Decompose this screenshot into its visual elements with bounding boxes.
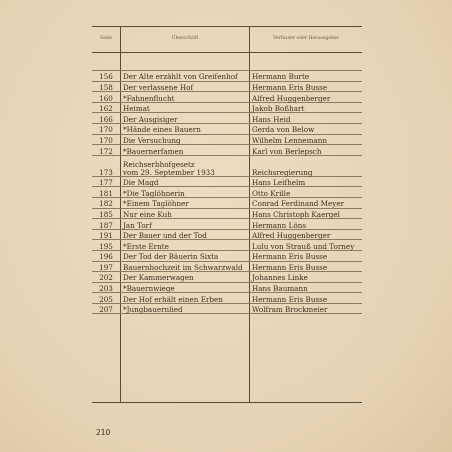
row-title-text: *Die Taglöhnerin [123,188,185,198]
header-author: Verfasser oder Herausgeber [250,27,363,53]
row-page: 182 [92,197,121,208]
table-row [92,92,362,103]
row-title-text: *Fahnenflucht [123,93,175,103]
row-title [121,155,250,176]
row-title-text: *Einem Taglöhner [123,199,189,209]
row-author: Wilhelm Lennemann [250,134,363,145]
header-page: Seite [92,27,121,53]
row-title [121,134,250,145]
row-page: 177 [92,176,121,187]
row-title-text: Jan Torf [123,220,152,230]
row-author: Reichsregierung [250,155,363,176]
row-title [121,71,250,82]
table-row [92,261,362,272]
row-page: 205 [92,293,121,304]
row-title-text: Reichserbhofgesetz [123,160,195,170]
row-page: 170 [92,123,121,134]
row-title [121,303,250,314]
row-title-text: *Bauernwiege [123,284,175,294]
row-title [121,81,250,92]
table-row [92,102,362,113]
row-title [121,229,250,240]
row-title [121,272,250,283]
row-page: 173 [92,155,121,176]
table-spacer-row [92,53,362,71]
row-title [121,113,250,124]
row-author: Johannes Linke [250,272,363,283]
row-title-text: *Hände eines Bauern [123,125,201,135]
table-row [92,81,362,92]
row-page: 181 [92,187,121,198]
row-title-text: Der Hof erhält einen Erben [123,294,223,304]
row-author: Alfred Huggenberger [250,229,363,240]
table-row [92,240,362,251]
table-header-row [92,27,362,53]
row-title [121,282,250,293]
row-title-text: Der Bauer und der Tod [123,231,207,241]
row-page: 202 [92,272,121,283]
row-author: Hans Christoph Kaergel [250,208,363,219]
row-title-text: *Bauernerfamen [123,146,184,156]
row-author: Hermann Eris Busse [250,261,363,272]
row-author: Hermann Eris Busse [250,250,363,261]
row-author: Otto Krille [250,187,363,198]
row-page: 203 [92,282,121,293]
table-row [92,250,362,261]
row-title-text: Die Magd [123,178,159,188]
table-row [92,113,362,124]
row-author: Gerda von Below [250,123,363,134]
table-row [92,282,362,293]
row-title [121,123,250,134]
table-row [92,187,362,198]
row-title-text: Heimat [123,104,150,114]
row-author: Hermann Eris Busse [250,81,363,92]
row-title-text: *Jungbauernlied [123,305,183,315]
row-title [121,250,250,261]
row-page: 166 [92,113,121,124]
row-author: Wolfram Brockmeier [250,303,363,314]
row-page: 197 [92,261,121,272]
row-author: Hans Baumann [250,282,363,293]
row-title [121,92,250,103]
row-title [121,145,250,156]
header-title: Überschrift [121,27,250,53]
row-author: Hermann Eris Busse [250,293,363,304]
row-title-text: Der Alte erzählt von Greifenhof [123,72,238,82]
row-page: 172 [92,145,121,156]
row-author: Hans Heid [250,113,363,124]
table-row [92,71,362,82]
row-title-text: Der Tod der Bäuerin Sixta [123,252,219,262]
row-page: 162 [92,102,121,113]
row-title-text: Der Kammerwagen [123,273,194,283]
table-row [92,176,362,187]
row-author: Karl von Berlepsch [250,145,363,156]
table-row [92,134,362,145]
row-title [121,208,250,219]
table-tail-row [92,314,362,403]
table-row [92,208,362,219]
table-row [92,219,362,230]
row-title-text: Nur eine Kuh [123,209,172,219]
row-page: 195 [92,240,121,251]
table-row [92,303,362,314]
row-page: 207 [92,303,121,314]
row-page: 156 [92,71,121,82]
row-author: Hermann Löns [250,219,363,230]
row-author: Hans Leifhelm [250,176,363,187]
row-page: 170 [92,134,121,145]
row-title-text-line2: vom 29. September 1933 [123,167,215,177]
row-page: 160 [92,92,121,103]
row-title [121,197,250,208]
table-row [92,155,362,176]
row-page: 185 [92,208,121,219]
row-page: 196 [92,250,121,261]
table-row [92,229,362,240]
row-title [121,240,250,251]
row-author: Conrad Ferdinand Meyer [250,197,363,208]
page-number: 210 [96,428,111,437]
row-title [121,102,250,113]
row-page: 187 [92,219,121,230]
row-author: Lulu von Strauß und Torney [250,240,363,251]
row-title-text: Die Versuchung [123,135,181,145]
table-row [92,293,362,304]
row-page: 191 [92,229,121,240]
row-title [121,293,250,304]
table-of-contents [92,26,362,403]
table-body [92,53,362,403]
row-author: Hermann Burte [250,71,363,82]
row-title [121,261,250,272]
row-title [121,187,250,198]
row-author: Jakob Boßhart [250,102,363,113]
row-title-text: Der verlassene Hof [123,82,194,92]
row-title [121,219,250,230]
table-row [92,123,362,134]
row-author: Alfred Huggenberger [250,92,363,103]
row-title-text: *Erste Ernte [123,241,169,251]
table-row [92,145,362,156]
row-title [121,176,250,187]
row-page: 158 [92,81,121,92]
row-title-text: Bauernhochzeit im Schwarzwald [123,262,243,272]
row-title-text: Der Ausgisiger [123,114,178,124]
table-row [92,272,362,283]
table-row [92,197,362,208]
